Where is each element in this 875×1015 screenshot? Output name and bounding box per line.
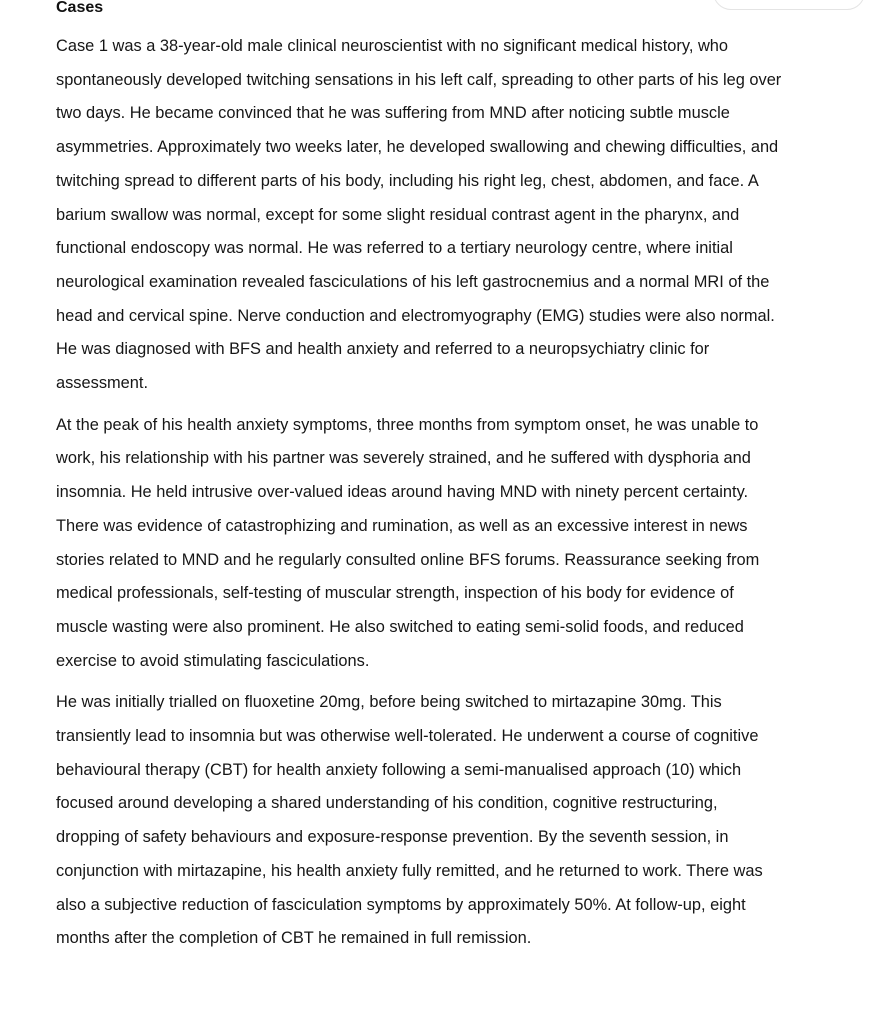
- text-line: stories related to MND and he regularly consulted online BFS forums. Reassurance seeking from: [56, 550, 760, 569]
- text-line: He was initially trialled on fluoxetine 20mg, before being switched to mirtazapine 30mg. This: [56, 693, 722, 712]
- text-line: exercise to avoid stimulating fasciculations.: [56, 651, 370, 670]
- text-line: dropping of safety behaviours and exposure-response prevention. By the seventh session, in: [56, 828, 729, 847]
- text-line: asymmetries. Approximately two weeks later, he developed swallowing and chewing difficulties, and: [56, 138, 779, 157]
- text-line: months after the completion of CBT he remained in full remission.: [56, 929, 532, 948]
- section-heading: Cases: [56, 0, 104, 16]
- document-body: [56, 30, 826, 964]
- paragraph-symptoms: [56, 409, 826, 679]
- text-line: There was evidence of catastrophizing and rumination, as well as an excessive interest in news: [56, 516, 748, 535]
- text-line: behavioural therapy (CBT) for health anxiety following a semi-manualised approach (10) which: [56, 760, 742, 779]
- text-line: also a subjective reduction of fasciculation symptoms by approximately 50%. At follow-up, eight: [56, 895, 746, 914]
- text-line: twitching spread to different parts of his body, including his right leg, chest, abdomen, and face. A: [56, 171, 759, 190]
- text-line: conjunction with mirtazapine, his health anxiety fully remitted, and he returned to work. There was: [56, 861, 763, 880]
- text-line: medical professionals, self-testing of muscular strength, inspection of his body for evidence of: [56, 584, 734, 603]
- text-line: Case 1 was a 38-year-old male clinical neuroscientist with no significant medical history, who: [56, 37, 729, 55]
- text-line: head and cervical spine. Nerve conduction and electromyography (EMG) studies were also normal.: [56, 306, 775, 325]
- text-line: two days. He became convinced that he was suffering from MND after noticing subtle muscle: [56, 104, 730, 123]
- text-line: insomnia. He held intrusive over-valued ideas around having MND with ninety percent certainty.: [56, 483, 749, 502]
- paragraph-treatment: [56, 686, 826, 956]
- text-line: spontaneously developed twitching sensations in his left calf, spreading to other parts of his leg over: [56, 70, 782, 89]
- text-line: muscle wasting were also prominent. He also switched to eating semi-solid foods, and reduced: [56, 617, 744, 636]
- text-line: focused around developing a shared understanding of his condition, cognitive restructuring,: [56, 794, 718, 813]
- text-line: work, his relationship with his partner was severely strained, and he suffered with dysphoria and: [56, 449, 751, 468]
- text-line: He was diagnosed with BFS and health anxiety and referred to a neuropsychiatry clinic for: [56, 340, 710, 359]
- text-line: functional endoscopy was normal. He was referred to a tertiary neurology centre, where initial: [56, 239, 733, 258]
- corner-card: [713, 0, 865, 10]
- text-line: barium swallow was normal, except for some slight residual contrast agent in the pharynx, and: [56, 205, 740, 224]
- paragraph-case-history: [56, 30, 826, 401]
- text-line: assessment.: [56, 374, 149, 393]
- text-line: neurological examination revealed fasciculations of his left gastrocnemius and a normal MRI of the: [56, 272, 770, 291]
- text-line: transiently lead to insomnia but was otherwise well-tolerated. He underwent a course of cognitive: [56, 727, 759, 746]
- text-line: At the peak of his health anxiety symptoms, three months from symptom onset, he was unable to: [56, 415, 759, 434]
